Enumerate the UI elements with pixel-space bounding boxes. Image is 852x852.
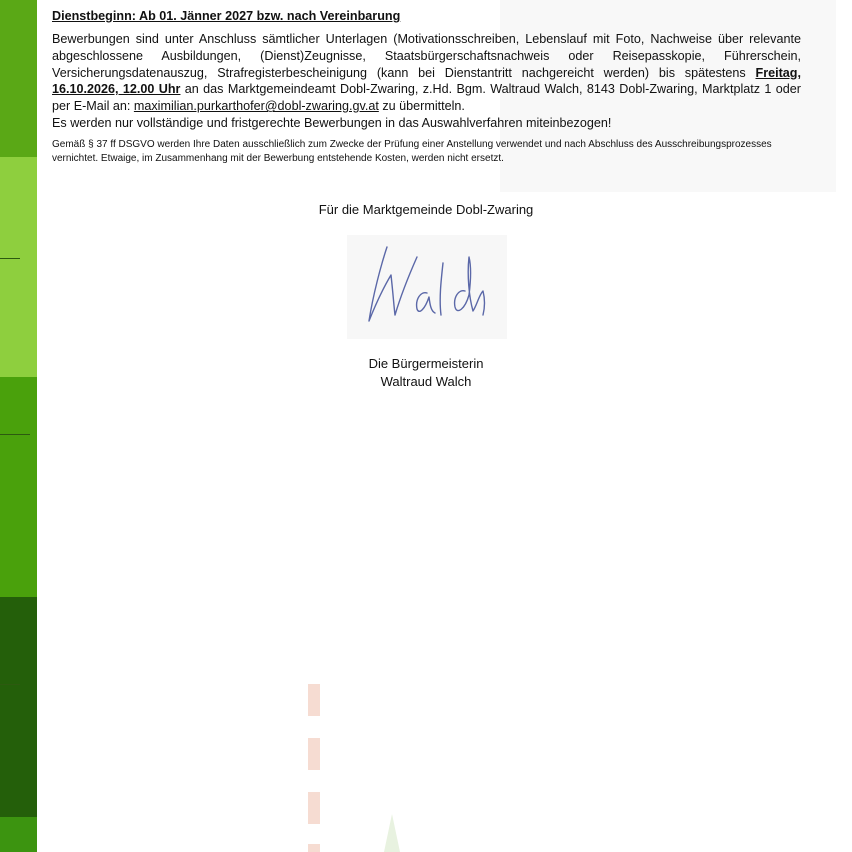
application-text-3: zu übermitteln. — [378, 99, 465, 114]
signer-name: Waltraud Walch — [380, 374, 472, 389]
sidebar-band-light — [0, 157, 37, 377]
job-posting-text — [52, 8, 801, 166]
signature — [347, 235, 507, 339]
sidebar-band-top — [0, 0, 37, 157]
watermark-graphic — [300, 680, 450, 852]
signature-image — [347, 235, 507, 339]
watermark-tree — [384, 814, 400, 852]
email-link[interactable]: maximilian.purkarthofer@dobl-zwaring.gv.at — [133, 99, 379, 114]
sidebar-tick — [0, 434, 30, 435]
start-date-heading: Dienstbeginn: Ab 01. Jänner 2027 bzw. nach Vereinbarung — [52, 9, 401, 23]
sidebar-tick — [0, 258, 20, 259]
application-text-1: Bewerbungen sind unter Anschluss sämtlicher Unterlagen (Motivationsschreiben, Lebenslauf mit Foto, Nachweise über relevante abgeschlossene Ausbildungen, (Dienst)Zeugnisse, Staatsbürgerschaftsnachweis oder Reisepasskopie, Führerschein, Versicherungsdatenauszug, Strafregisterbescheinigung (kann bei Dienstantritt nachgereicht werden) bis spätestens — [52, 32, 801, 80]
signer-title: Die Bürgermeisterin — [368, 356, 484, 371]
sidebar-band-bottom — [0, 817, 37, 852]
application-text-2: an das Marktgemeindeamt Dobl-Zwaring, z.Hd. Bgm. Waltraud Walch, 8143 Dobl-Zwaring, Marktplatz 1 oder per E-Mail an: — [52, 82, 801, 114]
sidebar-band-dark — [0, 597, 37, 817]
sidebar-tick — [0, 684, 20, 685]
deadline: Freitag, 16.10.2026, 12.00 Uhr — [52, 65, 801, 97]
watermark-dash — [308, 844, 320, 852]
watermark-dash — [308, 738, 320, 770]
application-paragraph — [52, 31, 801, 115]
watermark-dash — [308, 792, 320, 824]
closing-line: Für die Marktgemeinde Dobl-Zwaring — [318, 202, 534, 217]
sidebar-band-mid — [0, 377, 37, 597]
completeness-note: Es werden nur vollständige und fristgerechte Bewerbungen in das Auswahlverfahren miteinbezogen! — [52, 115, 612, 130]
privacy-note: Gemäß § 37 ff DSGVO werden Ihre Daten ausschließlich zum Zwecke der Prüfung einer Anstellung verwendet und nach Abschluss des Ausschreibungsprozesses vernichtet. Etwaige, im Zusammenhang mit der Bewerbung entstehende Kosten, werden nicht ersetzt. — [52, 138, 772, 164]
sidebar-decoration — [0, 0, 37, 852]
watermark-dash — [308, 684, 320, 716]
